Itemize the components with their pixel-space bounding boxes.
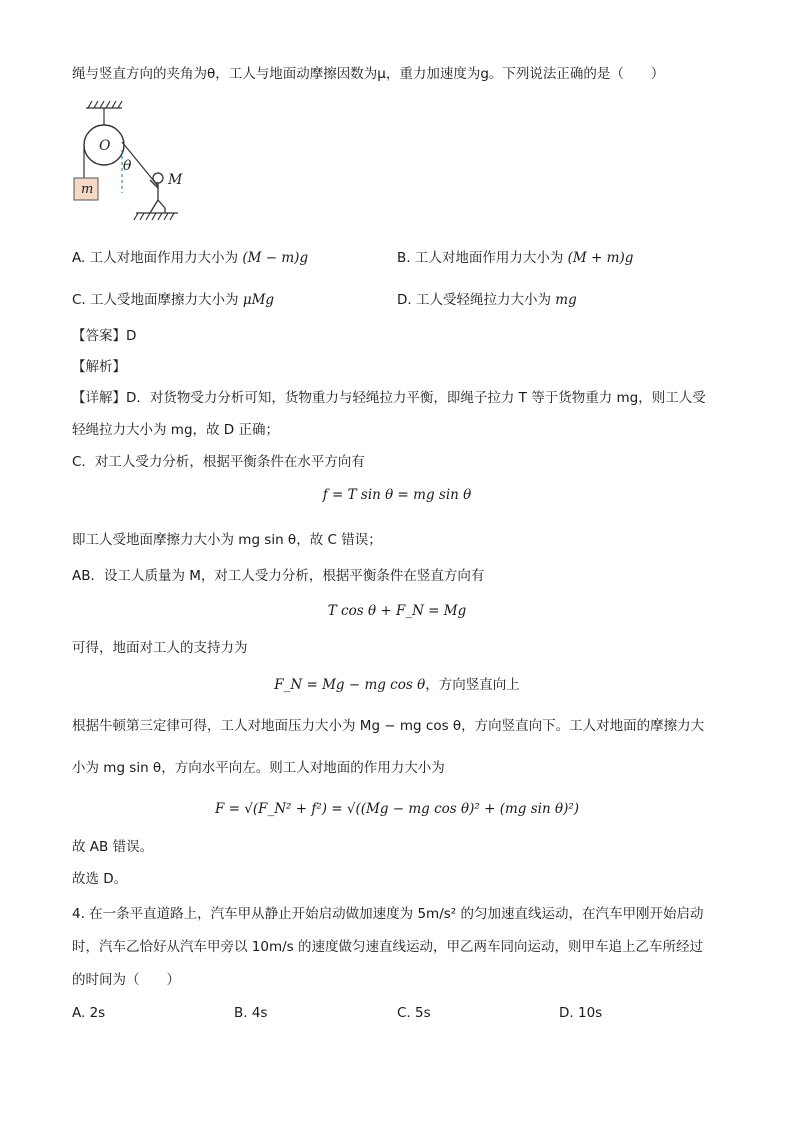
q4-option-a[interactable]: A. 2s	[72, 1005, 106, 1021]
equation-vertical: T cos θ + F_N = Mg	[327, 603, 467, 619]
q4-option-b[interactable]: B. 4s	[234, 1005, 268, 1021]
ab-conclusion: 故 AB 错误。	[72, 839, 154, 855]
worker-label: M	[168, 172, 183, 188]
angle-label: θ	[123, 158, 132, 174]
option-c[interactable]	[72, 290, 274, 310]
ground	[134, 213, 178, 220]
q4-option-d[interactable]: D. 10s	[559, 1005, 603, 1021]
option-letter: C.	[72, 292, 86, 308]
option-formula: μMg	[242, 292, 275, 308]
equation-support	[0, 674, 794, 696]
q4-option-c[interactable]: C. 5s	[397, 1005, 431, 1021]
newton-line-1: 根据牛顿第三定律可得，工人对地面压力大小为 Mg − mg cos θ，方向竖直向下。工人对地面的摩擦力大	[72, 718, 705, 734]
answer-label: 【答案】D	[72, 328, 137, 344]
final-choice: 故选 D。	[72, 871, 128, 887]
newton-line-2: 小为 mg sin θ，方向水平向左。则工人对地面的作用力大小为	[72, 760, 445, 776]
option-formula: mg	[555, 292, 577, 308]
c-analysis: C．对工人受力分析，根据平衡条件在水平方向有	[72, 454, 365, 470]
option-formula: (M − m)g	[242, 250, 309, 266]
option-text: 工人受地面摩擦力大小为	[90, 292, 239, 308]
option-text: 工人受轻绳拉力大小为	[415, 292, 551, 308]
q4-line-1: 4. 在一条平直道路上，汽车甲从静止开始启动做加速度为 5m/s² 的匀加速直线运动，在汽车甲刚开始启动	[72, 906, 704, 922]
equation-resultant: F = √(F_N² + f²) = √((Mg − mg cos θ)² + (mg sin θ)²)	[214, 801, 580, 817]
option-letter: D.	[397, 292, 412, 308]
detail-line-1: 【详解】D．对货物受力分析可知，货物重力与轻绳拉力平衡，即绳子拉力 T 等于货物重力 mg，则工人受	[72, 390, 706, 406]
support-direction: ，方向竖直向上	[425, 677, 520, 693]
block-label: m	[81, 182, 94, 197]
ab-analysis: AB．设工人质量为 M，对工人受力分析，根据平衡条件在竖直方向有	[72, 568, 485, 584]
c-conclusion: 即工人受地面摩擦力大小为 mg sin θ，故 C 错误；	[72, 532, 382, 548]
option-letter: A.	[72, 250, 86, 266]
analysis-label: 【解析】	[72, 359, 126, 375]
option-letter: B.	[397, 250, 411, 266]
support-intro: 可得，地面对工人的支持力为	[72, 640, 248, 656]
support-formula: F_N = Mg − mg cos θ	[274, 677, 426, 693]
option-b[interactable]	[397, 248, 633, 268]
equation-friction: f = T sin θ = mg sin θ	[322, 487, 472, 503]
q4-line-2: 时，汽车乙恰好从汽车甲旁以 10m/s 的速度做匀速直线运动，甲乙两车同向运动，则甲车追上乙车所经过	[72, 939, 703, 955]
option-a[interactable]	[72, 248, 308, 268]
q4-line-3: 的时间为（ ）	[72, 972, 180, 988]
pulley-label: O	[99, 138, 111, 154]
question-intro: 绳与竖直方向的夹角为θ，工人与地面动摩擦因数为μ，重力加速度为g。下列说法正确的是（ ）	[72, 66, 665, 82]
option-text: 工人对地面作用力大小为	[414, 250, 564, 266]
option-text: 工人对地面作用力大小为	[89, 250, 239, 266]
detail-line-2: 轻绳拉力大小为 mg，故 D 正确；	[72, 422, 279, 438]
option-d[interactable]	[397, 290, 577, 310]
option-formula: (M + m)g	[567, 250, 634, 266]
pulley-figure	[70, 98, 210, 230]
